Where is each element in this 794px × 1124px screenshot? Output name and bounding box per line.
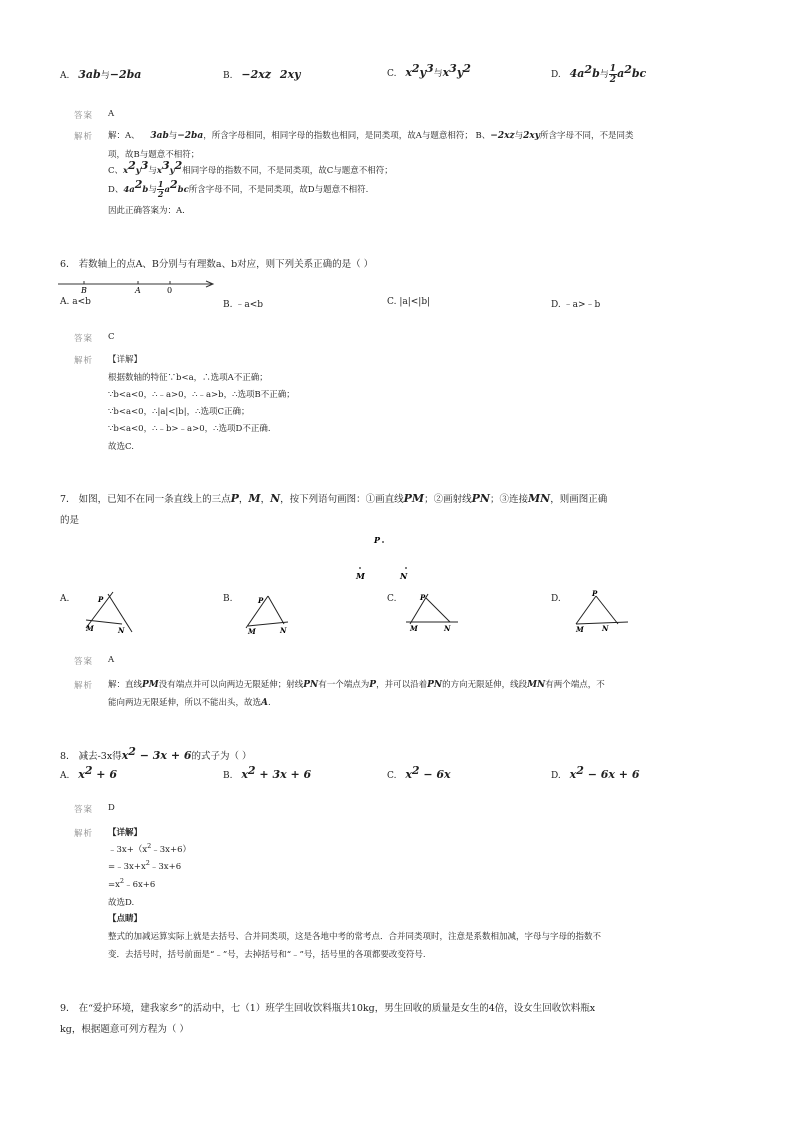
q6-number-line [58,274,218,294]
expr: PM [403,492,425,505]
q6-question: 6． 若数轴上的点A、B分别与有理数a、b对应，则下列关系正确的是（ ） [60,259,374,270]
point-p-label: P [374,535,381,545]
point-n [405,567,407,569]
q6-analysis-line: 【详解】 [108,355,143,365]
sup: 3 [140,159,149,173]
fraction [609,64,617,85]
text: 有两个端点，不 [545,680,605,690]
label-0: 0 [167,286,173,294]
q8-analysis-line-4 [108,878,155,890]
option-letter: B. [223,771,233,781]
m-label: M [86,624,94,633]
option-letter: D. [551,300,561,310]
m-label: M [248,627,256,636]
text: 能向两边无限延伸，所以不能出头，故选 [108,698,262,708]
q9-question-line-1: 9． 在“爱护环境，建我家乡”的活动中，七（1）班学生回收饮料瓶共10kg，男生回收的质量是女生的4倍，设女生回收饮料瓶x [60,1003,596,1014]
text: 相同字母的指数不同，不是同类项，故C与题意不相符； [182,166,393,176]
p-label: P [592,589,598,598]
option-letter: B. [223,300,233,310]
frac-den: 2 [157,189,164,199]
analysis-label: 解析 [74,356,94,366]
expr: PN [427,680,443,690]
expr: PN [303,680,319,690]
text: ，并可以沿着 [376,680,428,690]
expr: −2xz [490,131,515,141]
expr: x [405,66,412,79]
sup: 2 [119,877,125,886]
text: 的式子为（ ） [191,751,252,762]
m-label: M [410,624,418,633]
expr: + 6 [92,768,117,781]
expr: x [156,166,162,176]
q8-analysis-line-8: 变．去括号时，括号前面是“﹣”号，去掉括号和“﹣”号，括号里的各项都要改变符号. [108,950,426,960]
text: ，按下列语句画图：①画直线 [280,494,404,505]
expr: y [135,166,141,176]
text: ﹣3x+6） [151,845,191,855]
q7-option-a-figure [78,590,138,636]
text: 有一个端点为 [318,680,370,690]
q7-points-figure [350,532,430,584]
q7-analysis-line-1 [108,678,605,690]
text: 所含字母不同，不是同类 [539,131,634,141]
sup: 2 [84,764,93,777]
sup: 2 [174,159,183,173]
point-m [359,567,361,569]
line-pm [246,596,268,628]
expr: + 3x + 6 [255,768,312,781]
answer-label: 答案 [74,111,94,121]
sup: 2 [584,63,593,76]
answer-label: 答案 [74,657,94,667]
p-label: P [420,593,426,602]
q7-option-b-figure [240,590,300,636]
q7-question-line-2: 的是 [60,515,80,526]
expr: bc [631,67,647,80]
text: 的方向无限延伸，线段 [442,680,528,690]
sup: 2 [128,744,136,758]
text: ，则画图正确 [550,494,608,505]
option-letter: C. [387,771,397,781]
option-letter: C. [387,69,397,79]
sep: 与 [433,69,443,79]
q7-option-b-letter: B. [223,594,233,604]
expr: y [456,66,464,79]
text: ；②画射线 [424,494,472,505]
option-letter: A. [60,297,70,307]
q5-option-d [551,64,646,85]
n-label: N [602,624,609,633]
expr: x [78,768,85,781]
text: C、 [108,166,124,176]
expr: bc [177,185,189,195]
q5-option-a [60,68,141,81]
q5-analysis-line-2: 项，故B与题意不相符； [108,150,200,160]
q5-analysis-line-4 [108,180,368,199]
line-pm [576,596,596,624]
answer-label: 答案 [74,805,94,815]
q7-option-d-figure [568,588,632,636]
expr: 4a [123,185,135,195]
option-text: |a|<|b| [399,297,431,307]
q8-analysis-line-6: 【点睛】 [108,914,143,924]
q5-option-c [387,62,471,79]
m-label: M [576,625,584,634]
expr: 4a [569,67,585,80]
q7-option-c-figure [402,590,462,636]
expr: x [121,749,129,762]
text: 解：A、 [108,131,140,141]
text: =x [108,880,120,890]
sup: 2 [463,62,471,75]
option-text: ﹣a>﹣b [563,300,601,310]
expr: a [164,185,170,195]
expr: A [261,698,268,708]
text: 所含字母不同，不是同类项，故D与题意不相符. [188,185,369,195]
line-pm [410,594,428,624]
text: 解：直线 [108,680,143,690]
expr: M [248,492,261,505]
q6-analysis-line: ∵b<a<0，∴|a|<|b|，∴选项C正确； [108,407,250,417]
answer-value: C [108,332,115,342]
sup: 2 [134,178,143,192]
expr: − 6x + 6 [583,768,640,781]
sup: 2 [576,764,584,777]
q7-question-line-1: 7． 如图，已知不在同一条直线上的三点P，M，N，按下列语句画图：①画直线PM；②画射线PN；③连接MN，则画图正确 [60,492,608,505]
sep: 与 [599,70,609,80]
analysis-label: 解析 [74,681,94,691]
sup: 2 [128,159,136,173]
expr: 2xy [523,131,540,141]
q8-option-c [387,764,451,781]
expr: −2ba [109,68,142,81]
q6-analysis-line: 根据数轴的特征∵b<a，∴选项A不正确； [108,373,268,383]
expr: PN [471,492,490,505]
frac-den: 2 [609,75,617,85]
q6-option-c [387,297,430,307]
expr: x [442,66,450,79]
frac-num: 1 [609,64,617,74]
sup: 2 [247,764,256,777]
q6-analysis-line: ∵b<a<0，∴﹣b>﹣a>0，∴选项D不正确. [108,424,271,434]
expr: MN [527,492,551,505]
option-letter: D. [551,70,561,80]
expr: PM [142,680,159,690]
answer-value: D [108,803,115,813]
text: 与 [514,131,524,141]
q6-analysis-line: ∵b<a<0，∴﹣a>0，∴﹣a>b，∴选项B不正确； [108,390,295,400]
q9-question-line-2: kg，根据题意可列方程为（ ） [60,1024,189,1035]
analysis-label: 解析 [74,829,94,839]
text: D、 [108,185,124,195]
q5-analysis-line-1 [108,129,633,141]
expr: P [369,680,377,690]
sup: 2 [411,62,420,75]
option-text: ﹣a<b [235,300,264,310]
option-letter: B. [223,71,233,81]
p-label: P [98,595,104,604]
line-pn [268,596,284,624]
q7-option-a-letter: A. [60,594,70,604]
sup: 2 [169,178,178,192]
q7-analysis-line-2 [108,696,271,708]
sep: 与 [148,185,157,195]
n-label: N [118,626,125,635]
answer-value: A [108,655,115,665]
line-pn [596,596,618,624]
expr: x [405,768,412,781]
q5-option-b [223,68,301,81]
expr: y [169,166,175,176]
expr: − 3x + 6 [135,749,192,762]
frac-num: 1 [157,179,164,189]
option-letter: C. [387,297,397,307]
expr: x [569,768,577,781]
option-letter: A. [60,771,70,781]
expr: N [270,492,281,505]
q6-option-b [223,297,263,310]
q8-analysis-line-2 [108,843,191,855]
sep: 与 [100,71,110,81]
expr: − 6x [419,768,451,781]
expr: 3ab [150,131,169,141]
p-label: P [258,596,264,605]
point-m-label: M [356,571,365,581]
expr: −2ba [177,131,204,141]
point-p [382,541,384,543]
q8-option-d [551,764,640,781]
expr: b [592,67,600,80]
text: ；③连接 [489,494,528,505]
expr: −2xz [241,68,272,81]
text: ﹣3x+6 [149,862,182,872]
text: ，所含字母相同，相同字母的指数也相同，是同类项，故A与题意相符； B、 [203,131,491,141]
answer-value: A [108,109,115,119]
q7-option-d-letter: D. [551,594,561,604]
expr: y [419,66,426,79]
option-letter: D. [551,771,561,781]
sup: 2 [411,764,420,777]
option-text: a<b [72,297,91,307]
text: . [268,698,271,708]
expr: 2xy [279,68,301,81]
text: 7． 如图，已知不在同一条直线上的三点 [60,494,231,505]
expr: x [123,166,129,176]
expr: a [617,67,625,80]
expr: b [142,185,149,195]
text: ﹣6x+6 [124,880,156,890]
text: =﹣3x+x [108,862,146,872]
text: ﹣3x+（x [108,845,148,855]
q8-option-a [60,764,117,781]
expr: MN [527,680,546,690]
sup: 3 [425,62,434,75]
q8-question [60,744,252,762]
n-label: N [444,624,451,633]
q8-analysis-line-3 [108,860,181,872]
n-label: N [280,626,287,635]
text: 8． 减去-3x得 [60,751,122,762]
sup: 3 [449,62,457,75]
label-a: A [135,286,141,294]
sup: 2 [147,842,152,851]
q8-analysis-line-5: 故选D. [108,898,135,908]
answer-label: 答案 [74,334,94,344]
expr: x [241,768,248,781]
text: 没有端点并可以向两边无限延伸；射线 [158,680,304,690]
q8-option-b [223,764,312,781]
option-letter: A. [60,71,70,81]
expr: 3ab [78,68,101,81]
point-n-label: N [400,571,408,581]
line-pn [426,598,450,622]
expr: P [230,492,239,505]
label-b: B [81,286,87,294]
analysis-label: 解析 [74,132,94,142]
sup: 3 [161,159,170,173]
q6-option-d [551,297,600,310]
sup: 2 [624,63,632,76]
q5-analysis-line-5: 因此正确答案为：A. [108,206,185,216]
q6-option-a [60,297,91,307]
sup: 2 [145,859,150,868]
q6-analysis-line: 故选C. [108,442,134,452]
q5-analysis-line-3 [108,159,393,176]
q8-analysis-line-7: 整式的加减运算实际上就是去括号、合并同类项，这是各地中考的常考点．合并同类项时，注意是系数相加减，字母与字母的指数不 [108,932,602,942]
q8-analysis-line-1: 【详解】 [108,828,143,838]
q7-option-c-letter: C. [387,594,397,604]
text: 与 [168,131,178,141]
sep: 与 [148,166,157,176]
